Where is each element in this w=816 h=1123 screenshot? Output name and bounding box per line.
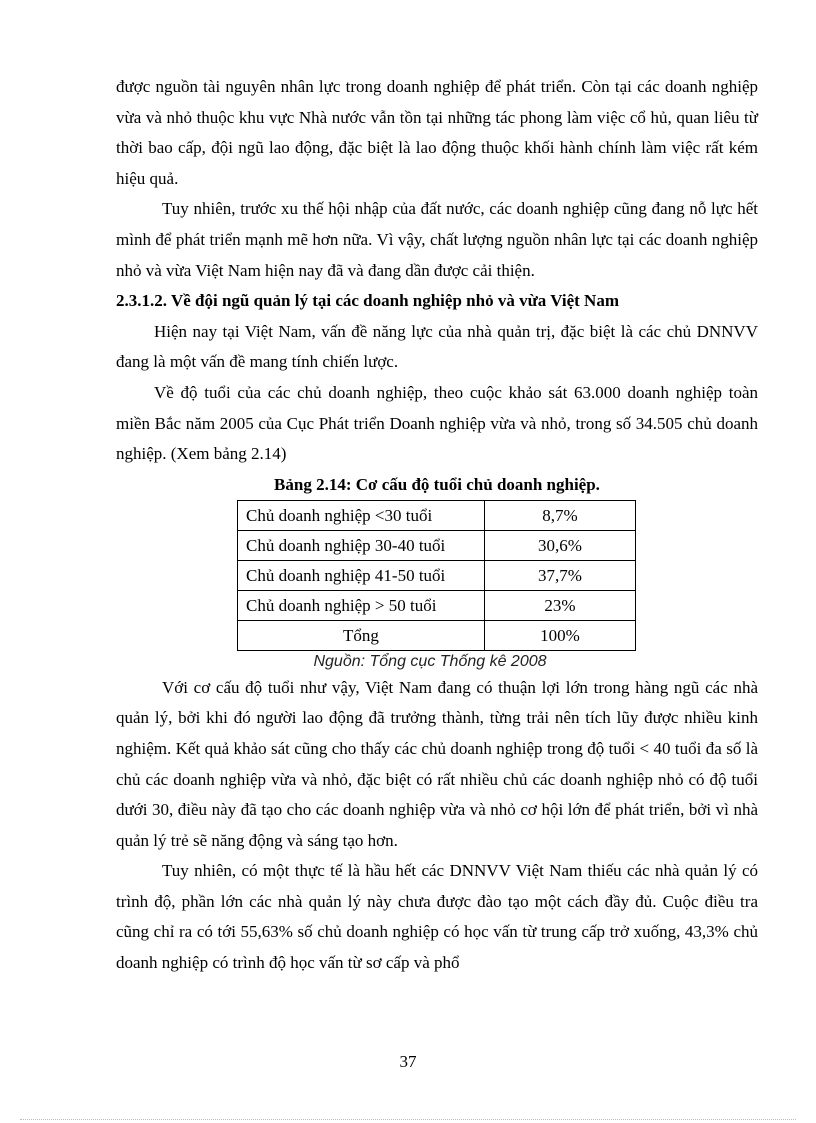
row-value: 37,7%	[485, 560, 636, 590]
page-number: 37	[399, 1052, 417, 1071]
table-caption: Bảng 2.14: Cơ cấu độ tuổi chủ doanh nghiệp.	[274, 474, 600, 494]
row-value: 23%	[485, 590, 636, 620]
paragraph-4: Về độ tuổi của các chủ doanh nghiệp, theo cuộc khảo sát 63.000 doanh nghiệp toàn miền Bắc năm 2005 của Cục Phát triển Doanh nghiệp vừa và nhỏ, trong số 34.505 chủ doanh nghiệp. (Xem bảng 2.14)	[116, 382, 758, 464]
row-label: Chủ doanh nghiệp <30 tuổi	[238, 500, 485, 530]
table-row	[238, 500, 636, 530]
table-row	[238, 590, 636, 620]
row-value: 30,6%	[485, 530, 636, 560]
row-value: 8,7%	[485, 500, 636, 530]
paragraph-1: được nguồn tài nguyên nhân lực trong doanh nghiệp để phát triển. Còn tại các doanh nghiệp vừa và nhỏ thuộc khu vực Nhà nước vẫn tồn tại những tác phong làm việc cổ hủ, quan liêu từ thời bao cấp, đội ngũ lao động, đặc biệt là lao động thuộc khối hành chính làm việc rất kém hiệu quả.	[116, 77, 758, 188]
paragraph-3: Hiện nay tại Việt Nam, vấn đề năng lực của nhà quản trị, đặc biệt là các chủ DNNVV đang là một vấn đề mang tính chiến lược.	[116, 321, 758, 372]
row-label: Chủ doanh nghiệp > 50 tuổi	[238, 590, 485, 620]
table-source: Nguồn: Tổng cục Thống kê 2008	[313, 652, 547, 670]
section-heading: 2.3.1.2. Về đội ngũ quản lý tại các doanh nghiệp nhỏ và vừa Việt Nam	[116, 291, 619, 311]
row-label: Chủ doanh nghiệp 41-50 tuổi	[238, 560, 485, 590]
table-row	[238, 560, 636, 590]
table-row	[238, 530, 636, 560]
paragraph-2: Tuy nhiên, trước xu thế hội nhập của đất nước, các doanh nghiệp cũng đang nỗ lực hết mình để phát triển mạnh mẽ hơn nữa. Vì vậy, chất lượng nguồn nhân lực tại các doanh nghiệp nhỏ và vừa Việt Nam hiện nay đã và đang dần được cải thiện.	[116, 199, 758, 280]
page-bottom-border	[20, 1119, 796, 1120]
body-text	[116, 72, 758, 979]
total-value: 100%	[485, 620, 636, 650]
total-label: Tổng	[238, 620, 485, 650]
age-structure-table	[237, 500, 636, 651]
paragraph-5: Với cơ cấu độ tuổi như vậy, Việt Nam đang có thuận lợi lớn trong hàng ngũ các nhà quản lý, bởi khi đó người lao động đã trưởng thành, từng trải nên tích lũy được nhiều kinh nghiệm. Kết quả khảo sát cũng cho thấy các chủ doanh nghiệp trong độ tuổi < 40 tuổi đa số là chủ các doanh nghiệp vừa và nhỏ, đặc biệt có rất nhiều chủ các doanh nghiệp nhỏ có độ tuổi dưới 30, điều này đã tạo cho các doanh nghiệp vừa và nhỏ cơ hội lớn để phát triển, bởi vì nhà quản lý trẻ sẽ năng động và sáng tạo hơn.	[116, 677, 758, 850]
table-row-total	[238, 620, 636, 650]
row-label: Chủ doanh nghiệp 30-40 tuổi	[238, 530, 485, 560]
paragraph-6: Tuy nhiên, có một thực tế là hầu hết các DNNVV Việt Nam thiếu các nhà quản lý có trình độ, phần lớn các nhà quản lý này chưa được đào tạo một cách đầy đủ. Cuộc điều tra cũng chỉ ra có tới 55,63% số chủ doanh nghiệp có học vấn từ trung cấp trở xuống, 43,3% chủ doanh nghiệp có trình độ học vấn từ sơ cấp và phổ	[116, 861, 758, 973]
